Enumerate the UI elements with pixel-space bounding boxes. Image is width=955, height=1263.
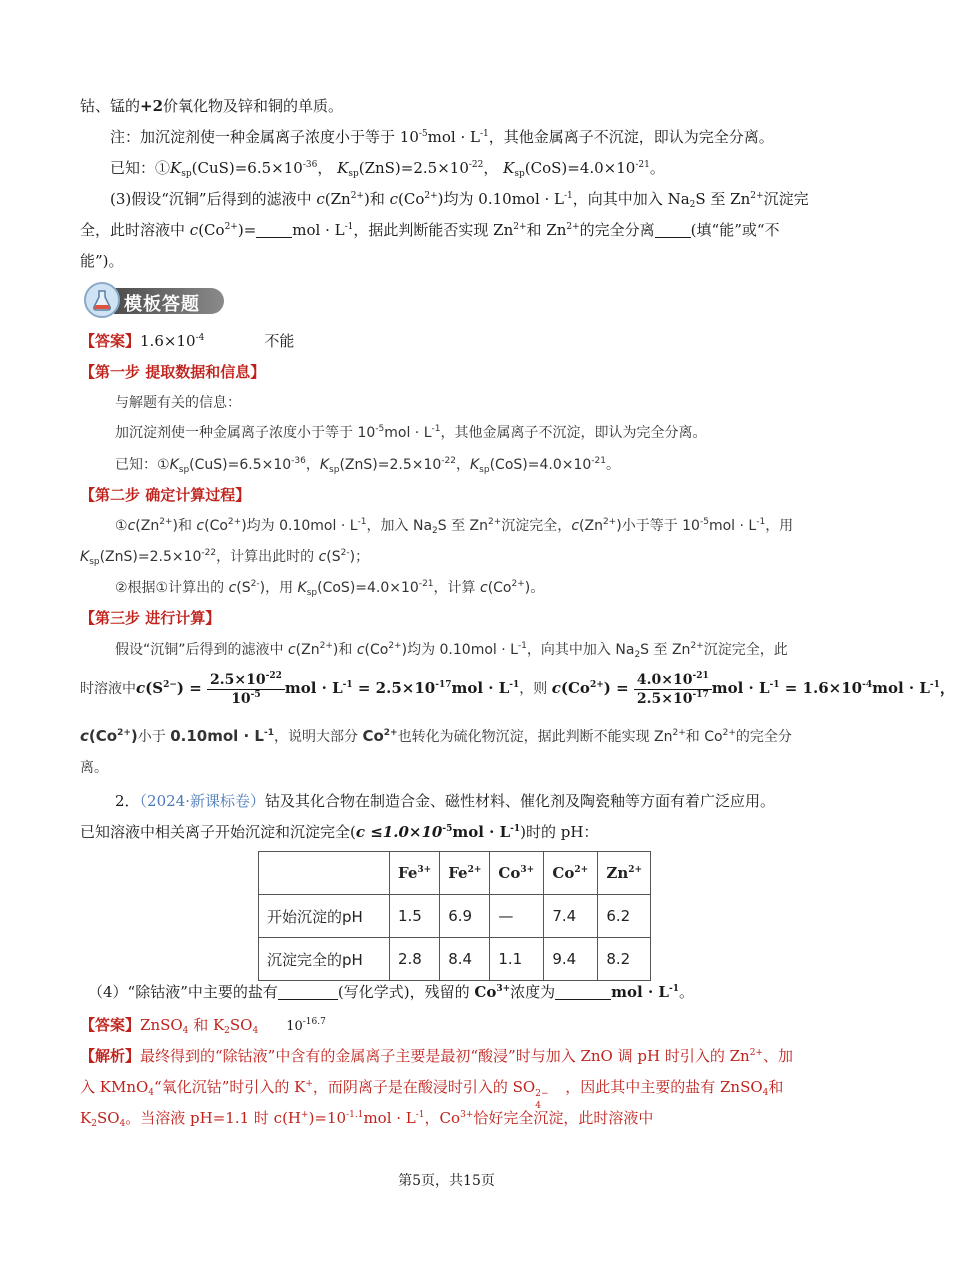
step-1-line-2: 加沉淀剂使一种金属离子浓度小于等于 $10^{-5}mol \cdot L^{-1}$，其他金属离子不沉淀，即认为完全分离。 [115,424,707,441]
table-cell: 6.9 [440,895,490,938]
row-label: 沉淀完全的pH [259,938,390,981]
intro-known: 已知：$①K_{sp}(CuS)=6.5\times 10^{-36}$， $K_{sp}(ZnS)=2.5\times 10^{-22}$， $K_{sp}(CoS)=4.0\times 10^{-21}$。 [110,159,665,179]
table-row [259,895,651,938]
table-header-cell: $Fe^{3+}$ [390,852,440,895]
step-2-title: 【第二步 确定计算过程】 [80,486,251,504]
answer-blank [655,223,691,238]
question-2-line-1: 2．（2024·新课标卷）钴及其化合物在制造合金、磁性材料、催化剂及陶瓷釉等方面有着广泛应用。 [115,792,776,810]
question-3-line-3: 能”)。 [80,252,124,270]
step-3-formula-line: 时溶液中$c(S^{2-})$ = $\frac{2.5\times 10^{-22}}{10^{-5}}$ mol · $L^{-1} = 2.5\times 10^{-17}mol \cdot L^{-1}$，则 $c(Co^{2+})$ = $\frac{4.0\times 10^{-21}}{2.5\times 10^{-17}}$ mol · $L^{-1} = 1.6\times 10^{-4}mol \cdot L^{-1}$， [80,670,955,707]
answer-blank [278,985,338,1000]
table-header-row [259,852,651,895]
analysis-line-2: 入 KMnO$_4$“氧化沉钴”时引入的 K+，而阴离子是在酸浸时引入的 SO 2− 4 ，因此其中主要的盐有 ZnSO$_4$和 [80,1078,784,1111]
intro-note: 注：加沉淀剂使一种金属离子浓度小于等于 $10^{-5}mol \cdot L^{-1}$，其他金属离子不沉淀，即认为完全分离。 [110,128,774,146]
step-1-line-3: 已知：$①K_{sp}(CuS)=6.5\times 10^{-36}$，$K_{sp}(ZnS)=2.5\times 10^{-22}$，$K_{sp}(CoS)=4.0\times 10^{-21}$。 [115,456,620,475]
fraction-co2: $\frac{4.0\times 10^{-21}}{2.5\times 10^{-17}}$ [634,672,712,707]
table-cell: 8.4 [440,938,490,981]
table-header-cell: $Co^{3+}$ [490,852,544,895]
question-2-line-2: 已知溶液中相关离子开始沉淀和沉淀完全$(c \le 1.0\times 10^{-5}mol \cdot L^{-1})$时的 pH： [80,823,599,841]
table-cell: 1.5 [390,895,440,938]
ph-table [258,851,651,981]
analysis-line-1: 【解析】最终得到的“除钴液”中含有的金属离子主要是最初“酸浸”时与加入 ZnO 调 pH 时引入的 $Zn^{2+}$、加 [80,1047,793,1065]
table-cell: 7.4 [544,895,598,938]
step-3-line-3: $c(Co^{2+})$小于 $0.10mol \cdot L^{-1}$，说明大部分 $Co^{2+}$也转化为硫化物沉淀，据此判断不能实现 $Zn^{2+}$和 $Co^{2+}$的完全分 [80,727,792,745]
question-3-line-1: (3)假设“沉铜”后得到的滤液中 $c(Zn^{2+})$和 $c(Co^{2+})$均为 $0.10mol \cdot L^{-1}$，向其中加入 $Na_2S$ 至 $Zn^{2+}$沉淀完 [110,190,809,210]
page-footer: 第5页，共15页 [398,1173,495,1189]
table-header-cell: $Zn^{2+}$ [598,852,651,895]
intro-line-1: 钴、锰的+2价氧化物及锌和铜的单质。 [80,97,344,115]
table-cell: 9.4 [544,938,598,981]
table-row [259,938,651,981]
step-3-line-4: 离。 [80,760,108,776]
step-3-title: 【第三步 进行计算】 [80,609,221,627]
step-2-line-1: $①c(Zn^{2+})$和 $c(Co^{2+})$均为 $0.10mol \cdot L^{-1}$，加入 $Na_2S$ 至 $Zn^{2+}$沉淀完全，$c(Zn^{2+})$小于等于 $10^{-5}mol \cdot L^{-1}$，用 [115,517,794,536]
question-3-line-2: 全，此时溶液中 $c(Co^{2+})=$ mol · $L^{-1}$，据此判断能否实现 $Zn^{2+}$和 $Zn^{2+}$的完全分离 (填“能”或“不 [80,221,780,239]
table-header-cell: $Fe^{2+}$ [440,852,490,895]
step-2-line-3: ②根据①计算出的 $c(S^{2-})$，用 $K_{sp}(CoS)=4.0\times 10^{-21}$，计算 $c(Co^{2+})$。 [115,579,545,598]
table-cell: 6.2 [598,895,651,938]
answer-2: 【答案】ZnSO$_4$ 和 $K_2SO_4$ $10^{-16.7}$ [80,1016,326,1036]
step-3-line-1: 假设“沉铜”后得到的滤液中 $c(Zn^{2+})$和 $c(Co^{2+})$均为 $0.10mol \cdot L^{-1}$，向其中加入 $Na_2S$ 至 $Zn^{2+}$沉淀完全，此 [115,641,788,660]
step-2-line-2: $K_{sp}(ZnS)=2.5\times 10^{-22}$，计算出此时的 $c(S^{2-})$； [80,548,370,567]
row-label: 开始沉淀的pH [259,895,390,938]
template-answer-badge: 模板答题 [84,282,226,318]
step-1-line-1: 与解题有关的信息： [115,395,241,411]
table-cell: 1.1 [490,938,544,981]
analysis-line-3: $K_2SO_4$。当溶液 pH=1.1 时 $c(H^+)=10^{-1.1}mol \cdot L^{-1}$，$Co^{3+}$恰好完全沉淀，此时溶液中 [80,1109,654,1129]
answer-blank [555,985,611,1000]
table-cell: 2.8 [390,938,440,981]
answer-blank [256,223,292,238]
table-cell: 8.2 [598,938,651,981]
fraction-s2: $\frac{2.5\times 10^{-22}}{10^{-5}}$ [207,672,285,707]
table-header-cell: $Co^{2+}$ [544,852,598,895]
table-cell: — [490,895,544,938]
answer-1: 【答案】$1.6\times 10^{-4}$ 不能 [80,332,295,350]
step-1-title: 【第一步 提取数据和信息】 [80,363,266,381]
question-4: （4）“除钴液”中主要的盐有 (写化学式)，残留的 $Co^{3+}$浓度为 mol · $L^{-1}$。 [88,983,694,1001]
flask-icon [84,282,120,318]
